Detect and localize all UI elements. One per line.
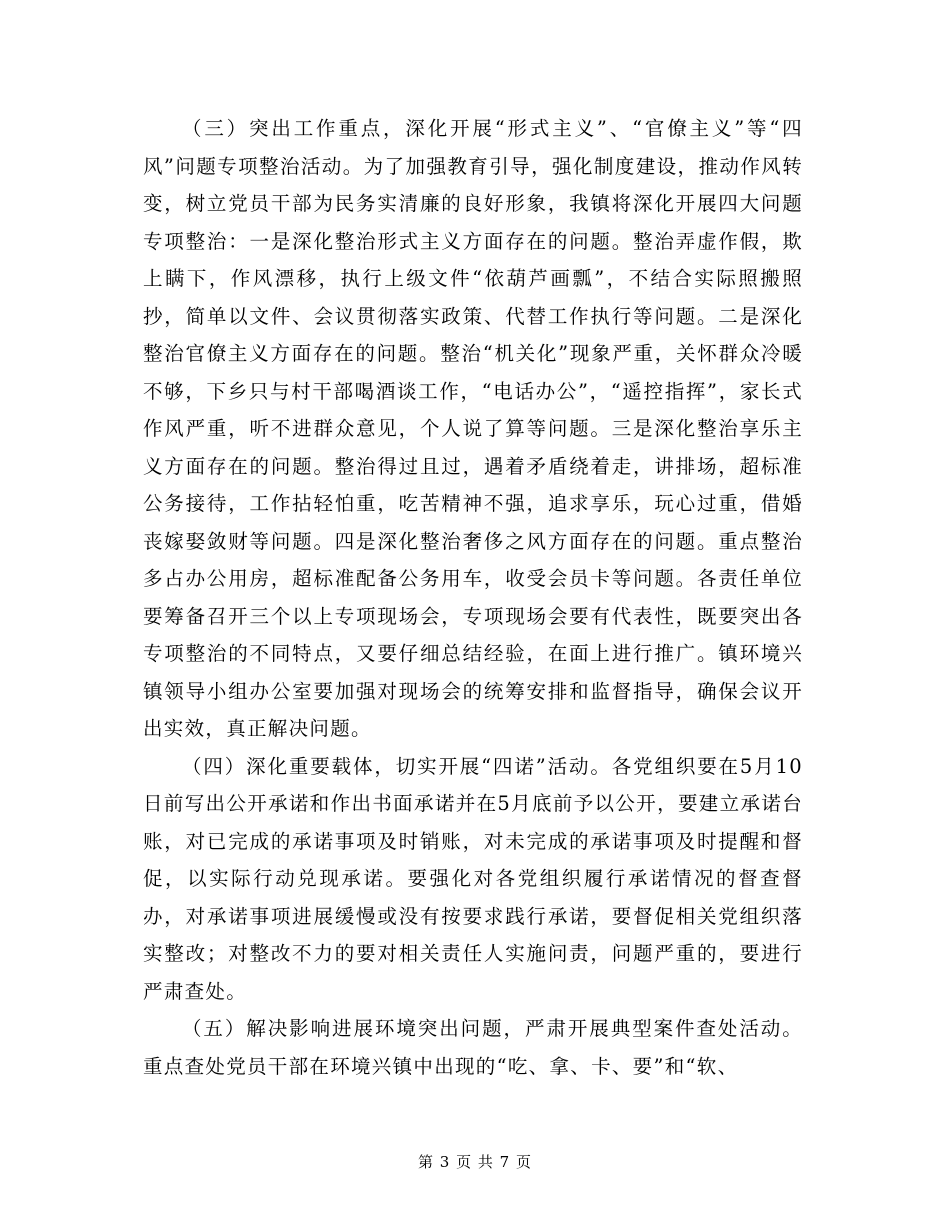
document-body [143, 110, 803, 1085]
page-number-footer: 第 3 页 共 7 页 [418, 1153, 532, 1171]
paragraph-section-3: （三）突出工作重点，深化开展“形式主义”、“官僚主义”等“四风”问题专项整治活动。为了加强教育引导，强化制度建设，推动作风转变，树立党员干部为民务实清廉的良好形象，我镇将深化开展四大问题专项整治：一是深化整治形式主义方面存在的问题。整治弄虚作假，欺上瞒下，作风漂移，执行上级文件“依葫芦画瓢”，不结合实际照搬照抄，简单以文件、会议贯彻落实政策、代替工作执行等问题。二是深化整治官僚主义方面存在的问题。整治“机关化”现象严重，关怀群众冷暖不够，下乡只与村干部喝酒谈工作，“电话办公”，“遥控指挥”，家长式作风严重，听不进群众意见，个人说了算等问题。三是深化整治享乐主义方面存在的问题。整治得过且过，遇着矛盾绕着走，讲排场，超标准公务接待，工作拈轻怕重，吃苦精神不强，追求享乐，玩心过重，借婚丧嫁娶敛财等问题。四是深化整治奢侈之风方面存在的问题。重点整治多占办公用房，超标准配备公务用车，收受会员卡等问题。各责任单位要筹备召开三个以上专项现场会，专项现场会要有代表性，既要突出各专项整治的不同特点，又要仔细总结经验，在面上进行推广。镇环境兴镇领导小组办公室要加强对现场会的统筹安排和监督指导，确保会议开出实效，真正解决问题。 [143, 117, 803, 740]
paragraph-section-4: （四）深化重要载体，切实开展“四诺”活动。各党组织要在5月10日前写出公开承诺和作出书面承诺并在5月底前予以公开，要建立承诺台账，对已完成的承诺事项及时销账，对未完成的承诺事项及时提醒和督促，以实际行动兑现承诺。要强化对各党组织履行承诺情况的督查督办，对承诺事项进展缓慢或没有按要求践行承诺，要督促相关党组织落实整改；对整改不力的要对相关责任人实施问责，问题严重的，要进行严肃查处。 [143, 754, 803, 1003]
paragraph-section-5: （五）解决影响进展环境突出问题，严肃开展典型案件查处活动。重点查处党员干部在环境兴镇中出现的“吃、拿、卡、要”和“软、 [143, 1017, 803, 1078]
